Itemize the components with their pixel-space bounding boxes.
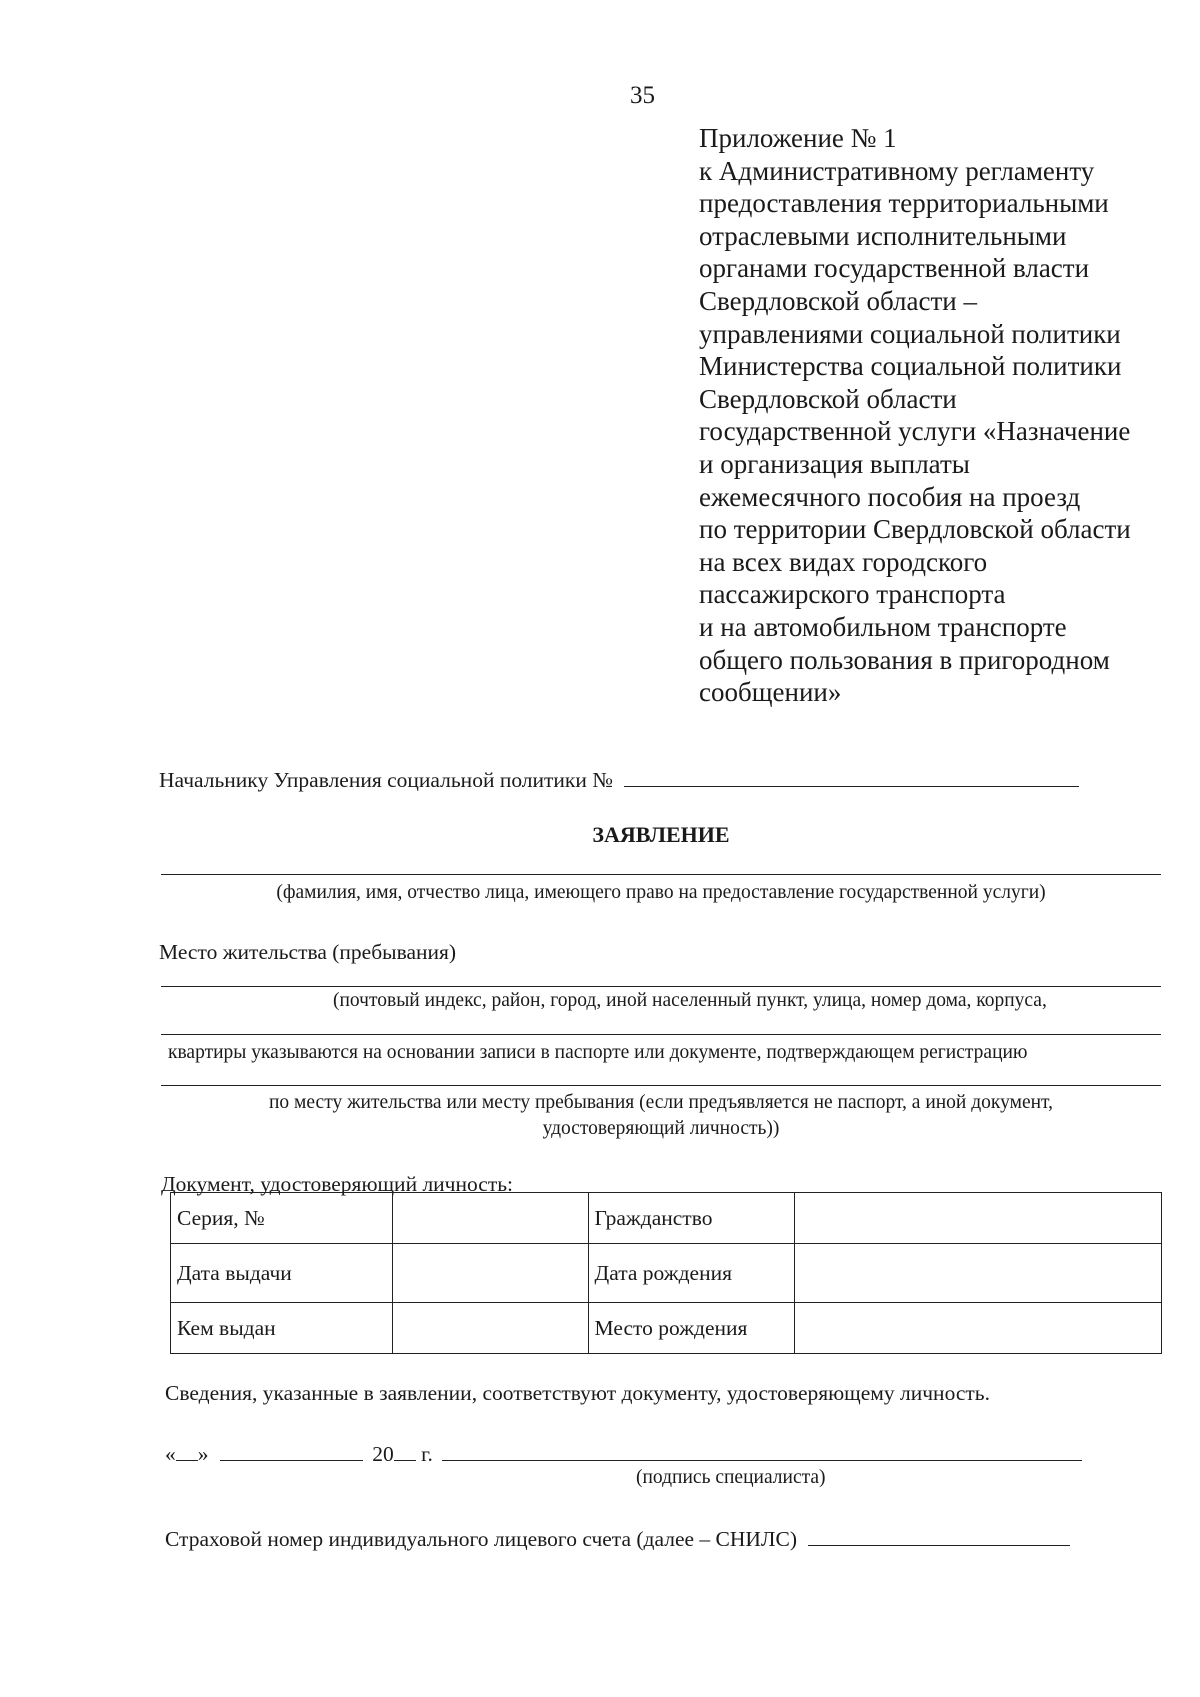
citizenship-field[interactable]: [795, 1193, 1162, 1244]
document-title: ЗАЯВЛЕНИЕ: [592, 822, 730, 847]
residence-field-1[interactable]: [161, 986, 1161, 987]
specialist-signature-field[interactable]: [442, 1440, 1082, 1461]
annex-line: Приложение № 1: [699, 123, 897, 153]
addressee-line: [159, 766, 1079, 793]
annex-line: и организация выплаты: [699, 448, 970, 479]
issued-by-field[interactable]: [392, 1303, 588, 1354]
birth-place-field[interactable]: [795, 1303, 1162, 1354]
year-suffix: г.: [421, 1442, 433, 1466]
snils-line: [165, 1525, 1070, 1552]
residence-caption-3: по месту жительства или месту пребывания (если предъявляется не паспорт, а иной документ,: [269, 1092, 1053, 1113]
annex-line: к Административному регламенту: [699, 155, 1095, 186]
series-number-field[interactable]: [392, 1193, 588, 1244]
identity-table: [170, 1192, 1162, 1354]
annex-line: ежемесячного пособия на проезд: [699, 481, 1081, 512]
annex-line: на всех видах городского: [699, 546, 988, 577]
birth-date-field[interactable]: [795, 1244, 1162, 1303]
residence-caption-2: квартиры указываются на основании записи в паспорте или документе, подтверждающем регистрацию: [168, 1042, 1028, 1063]
addressee-label: Начальнику Управления социальной политики №: [159, 768, 613, 792]
open-quote: «: [165, 1442, 176, 1466]
snils-field[interactable]: [808, 1525, 1070, 1546]
signature-caption: (подпись специалиста): [636, 1467, 826, 1488]
date-line: [165, 1440, 1082, 1467]
annex-line: управлениями социальной политики: [699, 318, 1121, 349]
annex-line: предоставления территориальными: [699, 188, 1109, 219]
annex-line: государственной услуги «Назначение: [699, 416, 1131, 447]
year-field[interactable]: [394, 1440, 416, 1461]
annex-line: по территории Свердловской области: [699, 514, 1131, 545]
annex-line: Свердловской области: [699, 383, 957, 414]
issued-by-label: Кем выдан: [171, 1303, 393, 1354]
table-row: [171, 1303, 1162, 1354]
year-prefix: 20: [372, 1442, 394, 1466]
annex-header: [699, 122, 1179, 709]
identity-label: Документ, удостоверяющий личность:: [161, 1172, 513, 1196]
annex-line: общего пользования в пригородном: [699, 644, 1110, 675]
issue-date-field[interactable]: [392, 1244, 588, 1303]
annex-line: органами государственной власти: [699, 253, 1090, 284]
annex-line: пассажирского транспорта: [699, 579, 1006, 610]
residence-field-3[interactable]: [161, 1085, 1161, 1086]
residence-label: Место жительства (пребывания): [159, 940, 457, 964]
table-row: [171, 1244, 1162, 1303]
fio-field[interactable]: [161, 874, 1161, 875]
citizenship-label: Гражданство: [588, 1193, 795, 1244]
residence-field-2[interactable]: [161, 1034, 1161, 1035]
annex-line: Министерства социальной политики: [699, 351, 1122, 382]
annex-line: сообщении»: [699, 677, 842, 708]
month-field[interactable]: [220, 1440, 363, 1461]
day-field[interactable]: [176, 1440, 198, 1461]
page-number: 35: [630, 82, 655, 109]
annex-line: отраслевыми исполнительными: [699, 220, 1067, 251]
birth-date-label: Дата рождения: [588, 1244, 795, 1303]
residence-caption-4: удостоверяющий личность)): [542, 1118, 780, 1139]
annex-line: Свердловской области –: [699, 285, 977, 316]
confirmation-text: Сведения, указанные в заявлении, соответствуют документу, удостоверяющему личность.: [165, 1381, 990, 1405]
series-number-label: Серия, №: [171, 1193, 393, 1244]
issue-date-label: Дата выдачи: [171, 1244, 393, 1303]
annex-line: и на автомобильном транспорте: [699, 611, 1067, 642]
residence-caption-1: (почтовый индекс, район, город, иной населенный пункт, улица, номер дома, корпуса,: [333, 990, 1047, 1011]
snils-label: Страховой номер индивидуального лицевого счета (далее – СНИЛС): [165, 1527, 798, 1551]
close-quote: »: [197, 1442, 209, 1466]
birth-place-label: Место рождения: [588, 1303, 795, 1354]
table-row: [171, 1193, 1162, 1244]
fio-caption: (фамилия, имя, отчество лица, имеющего право на предоставление государственной услуги): [276, 882, 1046, 903]
department-number-field[interactable]: [624, 766, 1079, 787]
